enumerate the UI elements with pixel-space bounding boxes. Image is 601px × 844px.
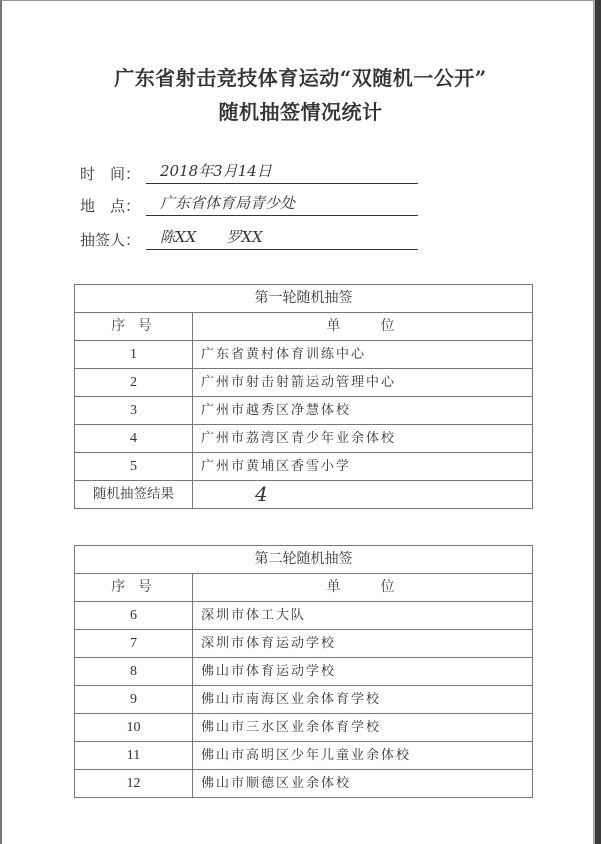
row-num: 6 <box>75 602 193 630</box>
row-num: 9 <box>75 686 193 714</box>
col-header-num: 序 号 <box>75 313 193 341</box>
result-label: 随机抽签结果 <box>75 481 193 509</box>
table-row <box>75 770 533 798</box>
row-unit: 广州市射击射箭运动管理中心 <box>193 369 533 397</box>
time-label: 时 间： <box>80 165 141 183</box>
row-num: 8 <box>75 658 193 686</box>
table-row <box>75 397 533 425</box>
row-num: 3 <box>75 397 193 425</box>
meta-time <box>80 158 272 184</box>
round1-caption: 第一轮随机抽签 <box>75 285 533 313</box>
row-num: 12 <box>75 770 193 798</box>
document-title: 广东省射击竞技体育运动“双随机一公开” <box>114 66 487 90</box>
row-num: 1 <box>75 341 193 369</box>
row-unit: 佛山市南海区业余体育学校 <box>193 686 533 714</box>
row-num: 4 <box>75 425 193 453</box>
row-unit: 佛山市三水区业余体育学校 <box>193 714 533 742</box>
row-unit: 佛山市高明区少年儿童业余体校 <box>193 742 533 770</box>
table-row <box>75 714 533 742</box>
row-num: 2 <box>75 369 193 397</box>
table-row <box>75 630 533 658</box>
meta-drawer <box>80 224 263 250</box>
table-row <box>75 341 533 369</box>
row-unit: 深圳市体育运动学校 <box>193 630 533 658</box>
table-row <box>75 425 533 453</box>
row-num: 5 <box>75 453 193 481</box>
row-unit: 广州市黄埔区香雪小学 <box>193 453 533 481</box>
table-row <box>75 453 533 481</box>
row-num: 7 <box>75 630 193 658</box>
drawer-signatures: 陈XX 罗XX <box>146 226 418 250</box>
scan-edge <box>593 0 601 844</box>
table-row <box>75 369 533 397</box>
meta-place <box>80 190 296 216</box>
col-header-num: 序 号 <box>75 574 193 602</box>
round1-table <box>74 284 533 509</box>
row-unit: 广州市越秀区净慧体校 <box>193 397 533 425</box>
table-row <box>75 742 533 770</box>
row-unit: 深圳市体工大队 <box>193 602 533 630</box>
row-num: 10 <box>75 714 193 742</box>
place-value: 广东省体育局青少处 <box>146 192 418 216</box>
time-value: 2018年3月14日 <box>146 160 418 184</box>
round2-table <box>74 545 533 798</box>
col-header-unit: 单 位 <box>193 313 533 341</box>
result-row <box>75 481 533 509</box>
table-row <box>75 602 533 630</box>
round2-caption: 第二轮随机抽签 <box>75 546 533 574</box>
row-num: 11 <box>75 742 193 770</box>
place-label: 地 点： <box>80 197 141 215</box>
row-unit: 佛山市体育运动学校 <box>193 658 533 686</box>
row-unit: 广东省黄村体育训练中心 <box>193 341 533 369</box>
row-unit: 佛山市顺德区业余体校 <box>193 770 533 798</box>
document-subtitle: 随机抽签情况统计 <box>218 100 383 124</box>
row-unit: 广州市荔湾区青少年业余体校 <box>193 425 533 453</box>
col-header-unit: 单 位 <box>193 574 533 602</box>
result-value: 4 <box>193 481 533 509</box>
table-row <box>75 686 533 714</box>
table-row <box>75 658 533 686</box>
drawer-label: 抽签人： <box>80 231 141 249</box>
